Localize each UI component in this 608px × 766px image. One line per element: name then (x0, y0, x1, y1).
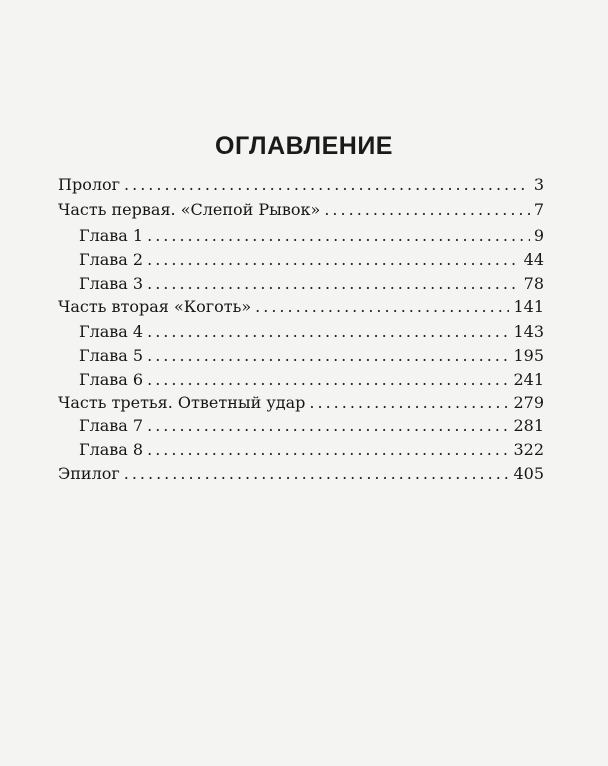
leader-dots (124, 463, 510, 485)
leader-dots (147, 345, 509, 367)
toc-entry-label: Глава 7 (79, 416, 144, 435)
leader-dots (124, 174, 530, 196)
toc-entry-label: Глава 6 (79, 370, 144, 389)
leader-dots (147, 273, 520, 295)
toc-page-number: 322 (513, 440, 544, 459)
toc-entry-label: Эпилог (58, 464, 120, 483)
toc-page-number: 7 (533, 200, 544, 219)
toc-page-number: 3 (533, 175, 544, 194)
toc-entry-chapter-7[interactable] (79, 415, 544, 437)
toc-entry-chapter-5[interactable] (79, 345, 544, 367)
toc-entry-part-1[interactable] (58, 199, 544, 221)
leader-dots (147, 321, 509, 343)
leader-dots (255, 296, 509, 318)
toc-page-number: 9 (533, 226, 544, 245)
toc-entry-label: Глава 4 (79, 322, 144, 341)
toc-page-number: 44 (523, 250, 544, 269)
leader-dots (324, 199, 529, 221)
toc-page-number: 195 (513, 346, 544, 365)
toc-entry-chapter-6[interactable] (79, 369, 544, 391)
toc-entry-label: Глава 8 (79, 440, 144, 459)
toc-entry-epilogue[interactable] (58, 463, 544, 485)
toc-title: ОГЛАВЛЕНИЕ (215, 132, 393, 160)
leader-dots (147, 439, 509, 461)
leader-dots (147, 415, 509, 437)
toc-page-number: 281 (513, 416, 544, 435)
toc-page-number: 143 (513, 322, 544, 341)
toc-page-number: 405 (513, 464, 544, 483)
toc-entry-prologue[interactable] (58, 174, 544, 196)
toc-entry-chapter-8[interactable] (79, 439, 544, 461)
toc-entry-label: Глава 3 (79, 274, 144, 293)
toc-page-number: 279 (513, 393, 544, 412)
toc-entry-chapter-2[interactable] (79, 249, 544, 271)
leader-dots (147, 369, 509, 391)
toc-entry-label: Глава 2 (79, 250, 144, 269)
toc-entry-chapter-1[interactable] (79, 225, 544, 247)
toc-entry-label: Пролог (58, 175, 121, 194)
toc-entry-label: Часть третья. Ответный удар (58, 393, 306, 412)
toc-entry-label: Часть первая. «Слепой Рывок» (58, 200, 321, 219)
toc-page-number: 78 (523, 274, 544, 293)
toc-page-number: 141 (513, 297, 544, 316)
leader-dots (147, 225, 530, 247)
toc-entry-label: Глава 1 (79, 226, 144, 245)
toc-entry-chapter-3[interactable] (79, 273, 544, 295)
toc-entry-part-2[interactable] (58, 296, 544, 318)
toc-entry-label: Глава 5 (79, 346, 144, 365)
leader-dots (309, 392, 509, 414)
toc-entry-label: Часть вторая «Коготь» (58, 297, 252, 316)
toc-page-number: 241 (513, 370, 544, 389)
leader-dots (147, 249, 520, 271)
toc-entry-part-3[interactable] (58, 392, 544, 414)
toc-entry-chapter-4[interactable] (79, 321, 544, 343)
